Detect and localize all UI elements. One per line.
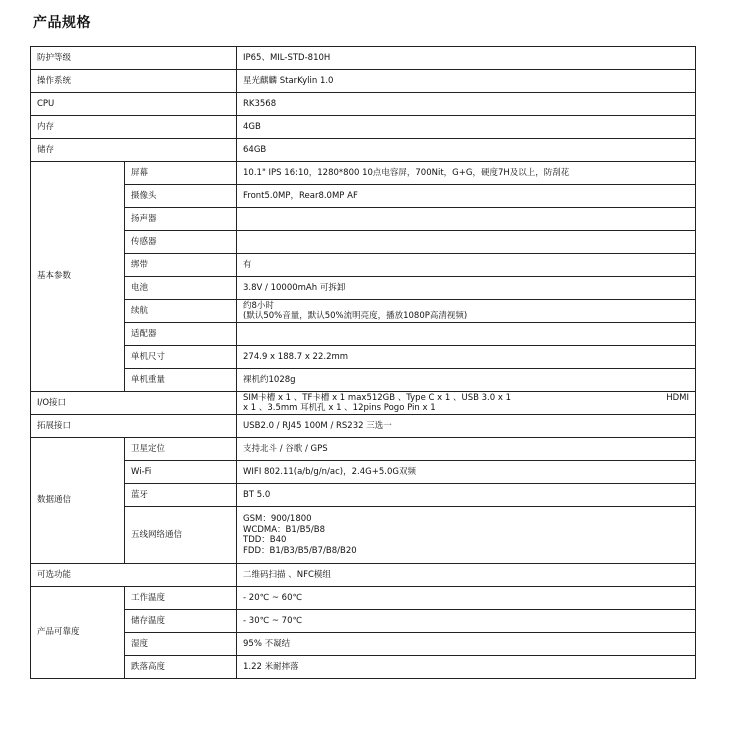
row-value: 星光麒麟 StarKylin 1.0 — [237, 70, 696, 93]
row-label: 单机重量 — [125, 369, 237, 392]
row-value: 274.9 x 188.7 x 22.2mm — [237, 346, 696, 369]
row-value: WIFI 802.11(a/b/g/n/ac)，2.4G+5.0G双频 — [237, 461, 696, 484]
row-value — [237, 231, 696, 254]
table-row-screen — [31, 162, 696, 185]
row-label: 操作系统 — [31, 70, 237, 93]
table-row-size — [31, 346, 696, 369]
row-label: 摄像头 — [125, 185, 237, 208]
row-label: 内存 — [31, 116, 237, 139]
table-row-cellular — [31, 507, 696, 564]
table-row-sensor — [31, 231, 696, 254]
row-value: 有 — [237, 254, 696, 277]
endurance-line-1: 约8小时 — [243, 300, 274, 311]
row-value — [237, 208, 696, 231]
table-row-cpu — [31, 93, 696, 116]
row-label: 跌落高度 — [125, 656, 237, 679]
row-value: 3.8V / 10000mAh 可拆卸 — [237, 277, 696, 300]
cellular-wcdma: WCDMA：B1/B5/B8 — [243, 524, 325, 535]
cellular-fdd: FDD：B1/B3/B5/B7/B8/B20 — [243, 545, 357, 556]
row-value: 二维码扫描 、NFC模组 — [237, 564, 696, 587]
table-row-wifi — [31, 461, 696, 484]
row-label: Wi-Fi — [125, 461, 237, 484]
row-label: 五线网络通信 — [125, 507, 237, 564]
row-value: Front5.0MP，Rear8.0MP AF — [237, 185, 696, 208]
table-row-strap — [31, 254, 696, 277]
row-label: 工作温度 — [125, 587, 237, 610]
row-label: 绑带 — [125, 254, 237, 277]
row-value: USB2.0 / RJ45 100M / RS232 三选一 — [237, 415, 696, 438]
table-row-endurance — [31, 300, 696, 323]
spec-table — [30, 46, 696, 679]
endurance-line-2: (默认50%音量，默认50%流明亮度，播放1080P高清视频) — [243, 311, 468, 321]
row-value: 4GB — [237, 116, 696, 139]
table-row-io — [31, 392, 696, 415]
table-row-camera — [31, 185, 696, 208]
row-value: 10.1" IPS 16:10，1280*800 10点电容屏，700Nit，G+G，硬度7H及以上，防刮花 — [237, 162, 696, 185]
cellular-gsm: GSM：900/1800 — [243, 514, 312, 524]
row-value: RK3568 — [237, 93, 696, 116]
group-label-comms: 数据通信 — [31, 438, 125, 564]
row-label: 卫星定位 — [125, 438, 237, 461]
row-value: 支持北斗 / 谷歌 / GPS — [237, 438, 696, 461]
row-label: 储存温度 — [125, 610, 237, 633]
row-label: 湿度 — [125, 633, 237, 656]
row-label: 防护等级 — [31, 47, 237, 70]
table-row-st-temp — [31, 610, 696, 633]
table-row-weight — [31, 369, 696, 392]
row-label: 电池 — [125, 277, 237, 300]
row-value: 95% 不凝结 — [237, 633, 696, 656]
table-row-drop — [31, 656, 696, 679]
table-row-expansion — [31, 415, 696, 438]
row-label: 拓展接口 — [31, 415, 237, 438]
io-line-1-right: HDMI — [666, 392, 690, 403]
table-row-ram — [31, 116, 696, 139]
group-label-reliability: 产品可靠度 — [31, 587, 125, 679]
row-label: 续航 — [125, 300, 237, 323]
table-row-os — [31, 70, 696, 93]
table-row-optional — [31, 564, 696, 587]
page-title: 产品规格 — [33, 15, 91, 31]
table-row-protection — [31, 47, 696, 70]
group-label-basic: 基本参数 — [31, 162, 125, 392]
table-row-speaker — [31, 208, 696, 231]
row-label: 单机尺寸 — [125, 346, 237, 369]
table-row-battery — [31, 277, 696, 300]
row-value: 64GB — [237, 139, 696, 162]
table-row-gnss — [31, 438, 696, 461]
row-label: 储存 — [31, 139, 237, 162]
table-row-adapter — [31, 323, 696, 346]
row-value — [237, 323, 696, 346]
row-value: - 30℃ ~ 70℃ — [237, 610, 696, 633]
row-label: 传感器 — [125, 231, 237, 254]
row-label: CPU — [31, 93, 237, 116]
row-value: IP65、MIL-STD-810H — [237, 47, 696, 70]
row-value: 裸机约1028g — [237, 369, 696, 392]
row-value: - 20℃ ~ 60℃ — [237, 587, 696, 610]
row-label: 蓝牙 — [125, 484, 237, 507]
row-value — [237, 507, 696, 564]
row-label: 屏幕 — [125, 162, 237, 185]
row-label: 适配器 — [125, 323, 237, 346]
table-row-humidity — [31, 633, 696, 656]
table-row-bt — [31, 484, 696, 507]
row-value — [237, 392, 696, 415]
io-line-1: SIM卡槽 x 1 、TF卡槽 x 1 max512GB 、Type C x 1 、USB 3.0 x 1 — [243, 392, 511, 403]
table-row-storage — [31, 139, 696, 162]
row-value — [237, 300, 696, 323]
row-value: BT 5.0 — [237, 484, 696, 507]
io-line-2: x 1 、3.5mm 耳机孔 x 1 、12pins Pogo Pin x 1 — [243, 403, 436, 413]
row-label: 扬声器 — [125, 208, 237, 231]
row-value: 1.22 米耐摔落 — [237, 656, 696, 679]
row-label: I/O接口 — [31, 392, 237, 415]
cellular-tdd: TDD：B40 — [243, 535, 287, 545]
table-row-op-temp — [31, 587, 696, 610]
row-label: 可选功能 — [31, 564, 237, 587]
